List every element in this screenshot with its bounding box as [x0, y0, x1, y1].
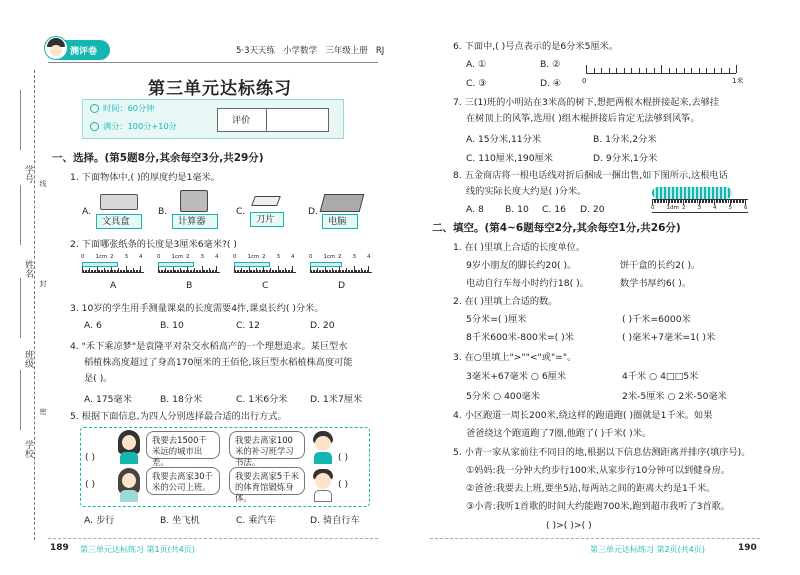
q6-option-c[interactable]: C. ③	[466, 78, 487, 89]
sidebar-underline-1	[20, 90, 21, 150]
seal-text-3: 密	[39, 408, 47, 415]
ruler-number: 0	[309, 254, 313, 260]
ruler-number: 3	[352, 254, 356, 260]
q4-option-c[interactable]: C. 1米6分米	[236, 394, 288, 405]
section2-heading: 二、填空。(第4~6题每空2分,其余每空1分,共26分)	[432, 222, 681, 234]
fill-q5-mom: ①妈妈:我一分钟大约步行100米,从家步行10分钟可以到健身房。	[466, 465, 730, 476]
woman-body	[120, 490, 138, 502]
fill-q2-a[interactable]: 5分米=( )厘米	[466, 314, 527, 325]
q5-option-c[interactable]: C. 乘汽车	[236, 515, 276, 526]
ruler-number: 1dm	[666, 205, 679, 211]
ruler-tick	[631, 68, 632, 73]
ruler-number: 6	[744, 205, 748, 211]
ruler-tick	[586, 65, 587, 73]
q8-option-a[interactable]: A. 8	[466, 204, 484, 215]
calculator-icon	[180, 190, 208, 212]
ruler-number: 1cm	[95, 254, 108, 260]
q7-line2: 在树顶上的风筝,选用( )组木棍拼接后肯定无法够到风筝。	[466, 113, 700, 124]
ruler-tick	[691, 68, 692, 73]
q3-option-c[interactable]: C. 12	[236, 320, 260, 331]
header-rule	[48, 62, 378, 63]
q2-option[interactable]: B	[186, 280, 193, 291]
q1-text: 1. 下面物体中,( )的厚度约是1毫米。	[70, 172, 220, 183]
q5-blank-3[interactable]: ( )	[85, 479, 96, 490]
fill-q1-a[interactable]: 9岁小朋友的脚长约20( )。	[466, 260, 577, 271]
girl-face	[122, 435, 136, 450]
ruler-number: 1cm	[247, 254, 260, 260]
q3-option-a[interactable]: A. 6	[84, 320, 102, 331]
fill-q5-dad: ②爸爸:我要去上班,要坐5站,每两站之间的距离大约是1千米。	[466, 483, 716, 494]
girl-avatar-icon	[116, 430, 142, 464]
woman-face	[122, 473, 136, 488]
fill-q1-c[interactable]: 电动自行车每小时约行18( )。	[466, 278, 589, 289]
speech-bubble-4: 我要去离家5千米的体育馆锻炼身体。	[229, 467, 305, 495]
clock-icon	[90, 104, 99, 113]
left-footer-rule	[48, 538, 378, 539]
q6-text: 6. 下面中,( )号点表示的是6分米5厘米。	[453, 41, 619, 52]
right-page-number: 190	[738, 543, 757, 553]
ruler-number: 4	[367, 254, 371, 260]
subject-name: 小学数学	[283, 46, 318, 56]
eval-label: 评价	[232, 115, 251, 126]
sidebar-underline-4	[20, 370, 21, 430]
dm-ruler	[652, 199, 748, 213]
left-footer-text: 第三单元达标练习 第1页(共4页)	[80, 545, 195, 554]
q1-option-a[interactable]: A.	[82, 206, 92, 217]
boy-body	[314, 452, 332, 464]
ruler-start-label: 0	[582, 77, 587, 85]
ruler-tick	[609, 68, 610, 73]
right-footer-rule	[430, 538, 760, 539]
q5-text: 5. 根据下面信息,为四人分别选择最合适的出行方式。	[70, 411, 287, 422]
fill-q4-line1: 4. 小区跑道一周长200米,绕这样的跑道跑( )圈就是1千米。如果	[453, 410, 713, 421]
q4-line1: 4. "禾下乘凉梦"是袁隆平对杂交水稻高产的一个理想追求。某巨型水	[70, 341, 348, 352]
q4-line2: 稻植株高度超过了身高170厘米的王佰伦,该巨型水稻植株高度可能	[84, 357, 353, 368]
score-info: 满分：100分+10分	[103, 121, 177, 131]
ruler-number: 0	[157, 254, 161, 260]
boy-face	[315, 436, 331, 451]
ruler-tick	[639, 68, 640, 73]
fill-q2: 2. 在( )里填上合适的数。	[453, 296, 558, 307]
q4-option-d[interactable]: D. 1米7厘米	[310, 394, 363, 405]
meter-ruler	[586, 62, 736, 74]
ruler-number: 3	[124, 254, 128, 260]
sidebar-underline-2	[20, 185, 21, 245]
pencil-case-icon	[100, 194, 138, 210]
man-avatar-icon	[310, 468, 336, 502]
blade-icon	[251, 196, 281, 206]
binding-line	[34, 70, 35, 540]
ruler-number: 4	[215, 254, 219, 260]
woman-avatar-icon	[116, 468, 142, 502]
ruler-number: 1cm	[171, 254, 184, 260]
q3-option-b[interactable]: B. 10	[160, 320, 184, 331]
ruler-tick	[292, 266, 293, 272]
q1-label-a: 文具盒	[102, 216, 130, 227]
ruler-number: 0	[233, 254, 237, 260]
fill-q1-b[interactable]: 饼干盒的长约2( )。	[620, 260, 701, 271]
ruler-tick	[661, 65, 662, 73]
seal-text-1: 线	[39, 180, 47, 187]
speech-bubble-1: 我要去1500千米远的城市出差。	[146, 431, 220, 459]
ruler-number: 0	[651, 205, 655, 211]
q2-ruler	[82, 255, 144, 273]
q8-line1: 8. 五金商店将一根电话线对折后捆成一捆出售,如下图所示,这根电话	[453, 170, 728, 181]
ruler-tick	[601, 68, 602, 73]
fill-q1-d[interactable]: 数学书厚约6( )。	[620, 278, 692, 289]
fill-q5-order[interactable]: ( )>( )>( )	[546, 520, 592, 531]
paper-strip	[158, 262, 194, 267]
q1-option-c[interactable]: C.	[236, 206, 246, 217]
ruler-number: 2	[682, 205, 686, 211]
q7-option-b[interactable]: B. 1分米,2分米	[593, 134, 657, 145]
q6-option-d[interactable]: D. ④	[540, 78, 562, 89]
edition-name: RJ	[375, 46, 385, 56]
ruler-tick	[676, 68, 677, 73]
q3-option-d[interactable]: D. 20	[310, 320, 335, 331]
ruler-end-label: 1米	[732, 77, 744, 85]
q8-option-d[interactable]: D. 20	[580, 204, 605, 215]
q2-ruler	[310, 255, 372, 273]
q8-option-b[interactable]: B. 10	[505, 204, 529, 215]
fill-q2-c[interactable]: 8千米600米-800米=( )米	[466, 332, 574, 343]
q4-option-a[interactable]: A. 175毫米	[84, 394, 132, 405]
fill-q3-d[interactable]: 2米-5厘米 ○ 2米-50毫米	[622, 391, 727, 402]
time-info: 时间：60分钟	[103, 103, 155, 113]
header-series	[236, 45, 384, 58]
sidebar-name: 姓名	[23, 260, 33, 278]
grade-name: 三年级上册	[325, 46, 368, 56]
q6-option-b[interactable]: B. ②	[540, 59, 561, 70]
q5-option-a[interactable]: A. 步行	[84, 515, 115, 526]
q2-ruler	[234, 255, 296, 273]
q3-text: 3. 10岁的学生用手测量课桌的长度需要4拃,课桌长约( )分米。	[70, 303, 324, 314]
q8-option-c[interactable]: C. 16	[542, 204, 566, 215]
eval-divider	[266, 108, 267, 132]
q5-blank-4[interactable]: ( )	[338, 479, 349, 490]
section1-heading: 一、选择。(第5题8分,其余每空3分,共29分)	[52, 152, 264, 164]
avatar	[44, 36, 68, 60]
q2-ruler	[158, 255, 220, 273]
ruler-tick	[654, 68, 655, 73]
sidebar-underline-3	[20, 278, 21, 338]
ruler-tick	[699, 68, 700, 73]
ruler-number: 2	[262, 254, 266, 260]
ruler-number: 3	[276, 254, 280, 260]
fill-q3-b[interactable]: 4千米 ○ 4□□5米	[622, 371, 699, 382]
ruler-tick	[368, 266, 369, 272]
right-footer-text: 第三单元达标练习 第2页(共4页)	[590, 545, 705, 554]
sidebar-class: 班级	[23, 350, 33, 368]
q1-label-d: 电脑	[328, 216, 347, 227]
fill-q5-line1: 5. 小青一家从家前往不同目的地,根据以下信息估测距离并排序(填序号)。	[453, 447, 751, 458]
ruler-tick	[714, 68, 715, 73]
ruler-number: 4	[139, 254, 143, 260]
speech-bubble-3: 我要去离家30千米的公司上班。	[146, 467, 220, 495]
ruler-number: 4	[291, 254, 295, 260]
q1-label-c: 刀片	[256, 214, 275, 225]
ruler-number: 2	[338, 254, 342, 260]
fill-q4-line2: 爸爸绕这个跑道跑了7圈,他跑了( )千米( )米。	[466, 428, 652, 439]
q5-option-d[interactable]: D. 骑自行车	[310, 515, 360, 526]
q4-option-b[interactable]: B. 18分米	[160, 394, 203, 405]
phone-cord-icon	[652, 187, 732, 199]
man-face	[315, 473, 331, 489]
q1-label-b: 计算器	[178, 216, 206, 227]
boy-avatar-icon	[310, 430, 336, 464]
q1-option-d[interactable]: D.	[308, 206, 318, 217]
speech-bubble-2: 我要去离家100米的补习班学习书法。	[229, 431, 305, 459]
ruler-tick	[646, 68, 647, 73]
ruler-number: 1cm	[323, 254, 336, 260]
ruler-tick	[669, 68, 670, 73]
badge-label: 测评卷	[70, 47, 98, 57]
ruler-tick	[684, 68, 685, 73]
fill-q2-b[interactable]: ( )千米=6000米	[622, 314, 691, 325]
fill-q5-xiaoqing: ③小青:我听1首歌的时间大约能跑700米,跑到超市我听了3首歌。	[466, 501, 730, 512]
paper-strip	[82, 262, 118, 267]
fill-q2-d[interactable]: ( )毫米+7毫米=1( )米	[622, 332, 716, 343]
avatar-face	[50, 45, 62, 56]
fill-q1: 1. 在( )里填上合适的长度单位。	[453, 242, 586, 253]
score-icon	[90, 122, 99, 131]
page-title: 第三单元达标练习	[148, 79, 292, 99]
q7-line1: 7. 三(1)班的小明站在3米高的树下,想把两根木棍拼接起来,去够挂	[453, 97, 720, 108]
ruler-tick	[706, 68, 707, 73]
series-name: 5·3天天练	[236, 46, 276, 56]
ruler-tick	[729, 68, 730, 73]
left-page-number: 189	[50, 543, 69, 553]
ruler-tick	[216, 266, 217, 272]
q2-option[interactable]: C	[262, 280, 269, 291]
q4-line3: 是( )。	[84, 373, 113, 384]
ruler-tick	[736, 65, 737, 73]
q5-blank-2[interactable]: ( )	[338, 452, 349, 463]
ruler-number: 2	[110, 254, 114, 260]
fill-q3: 3. 在○里填上">""<"或"="。	[453, 352, 577, 363]
q8-line2: 线的实际长度大约是( )分米。	[466, 186, 587, 197]
seal-text-2: 封	[39, 280, 47, 287]
q1-option-b[interactable]: B.	[158, 206, 168, 217]
fill-q3-a[interactable]: 3毫米+67毫米 ○ 6厘米	[466, 371, 567, 382]
ruler-tick	[624, 68, 625, 73]
girl-body	[120, 452, 138, 464]
ruler-number: 4	[713, 205, 717, 211]
ruler-tick	[616, 68, 617, 73]
paper-strip	[310, 262, 342, 267]
q5-option-b[interactable]: B. 坐飞机	[160, 515, 200, 526]
ruler-number: 2	[186, 254, 190, 260]
q2-text: 2. 下面哪张纸条的长度是3厘米6毫米?( )	[70, 239, 237, 250]
q7-option-d[interactable]: D. 9分米,1分米	[593, 153, 658, 164]
sidebar-school: 学校	[23, 440, 33, 458]
q7-option-c[interactable]: C. 110厘米,190厘米	[466, 153, 553, 164]
paper-strip	[234, 262, 270, 267]
q7-option-a[interactable]: A. 15分米,11分米	[466, 134, 542, 145]
man-body	[314, 490, 332, 502]
q2-option[interactable]: A	[110, 280, 117, 291]
sidebar-student-id: 学号	[23, 165, 33, 183]
ruler-tick	[140, 266, 141, 272]
ruler-number: 5	[728, 205, 732, 211]
ruler-tick	[594, 68, 595, 73]
q2-option[interactable]: D	[338, 280, 346, 291]
fill-q3-c[interactable]: 5分米 ○ 400毫米	[466, 391, 540, 402]
ruler-number: 3	[200, 254, 204, 260]
q6-option-a[interactable]: A. ①	[466, 59, 487, 70]
ruler-number: 0	[81, 254, 85, 260]
ruler-tick	[721, 68, 722, 73]
ruler-number: 3	[697, 205, 701, 211]
q5-blank-1[interactable]: ( )	[85, 452, 96, 463]
laptop-icon	[320, 194, 365, 212]
